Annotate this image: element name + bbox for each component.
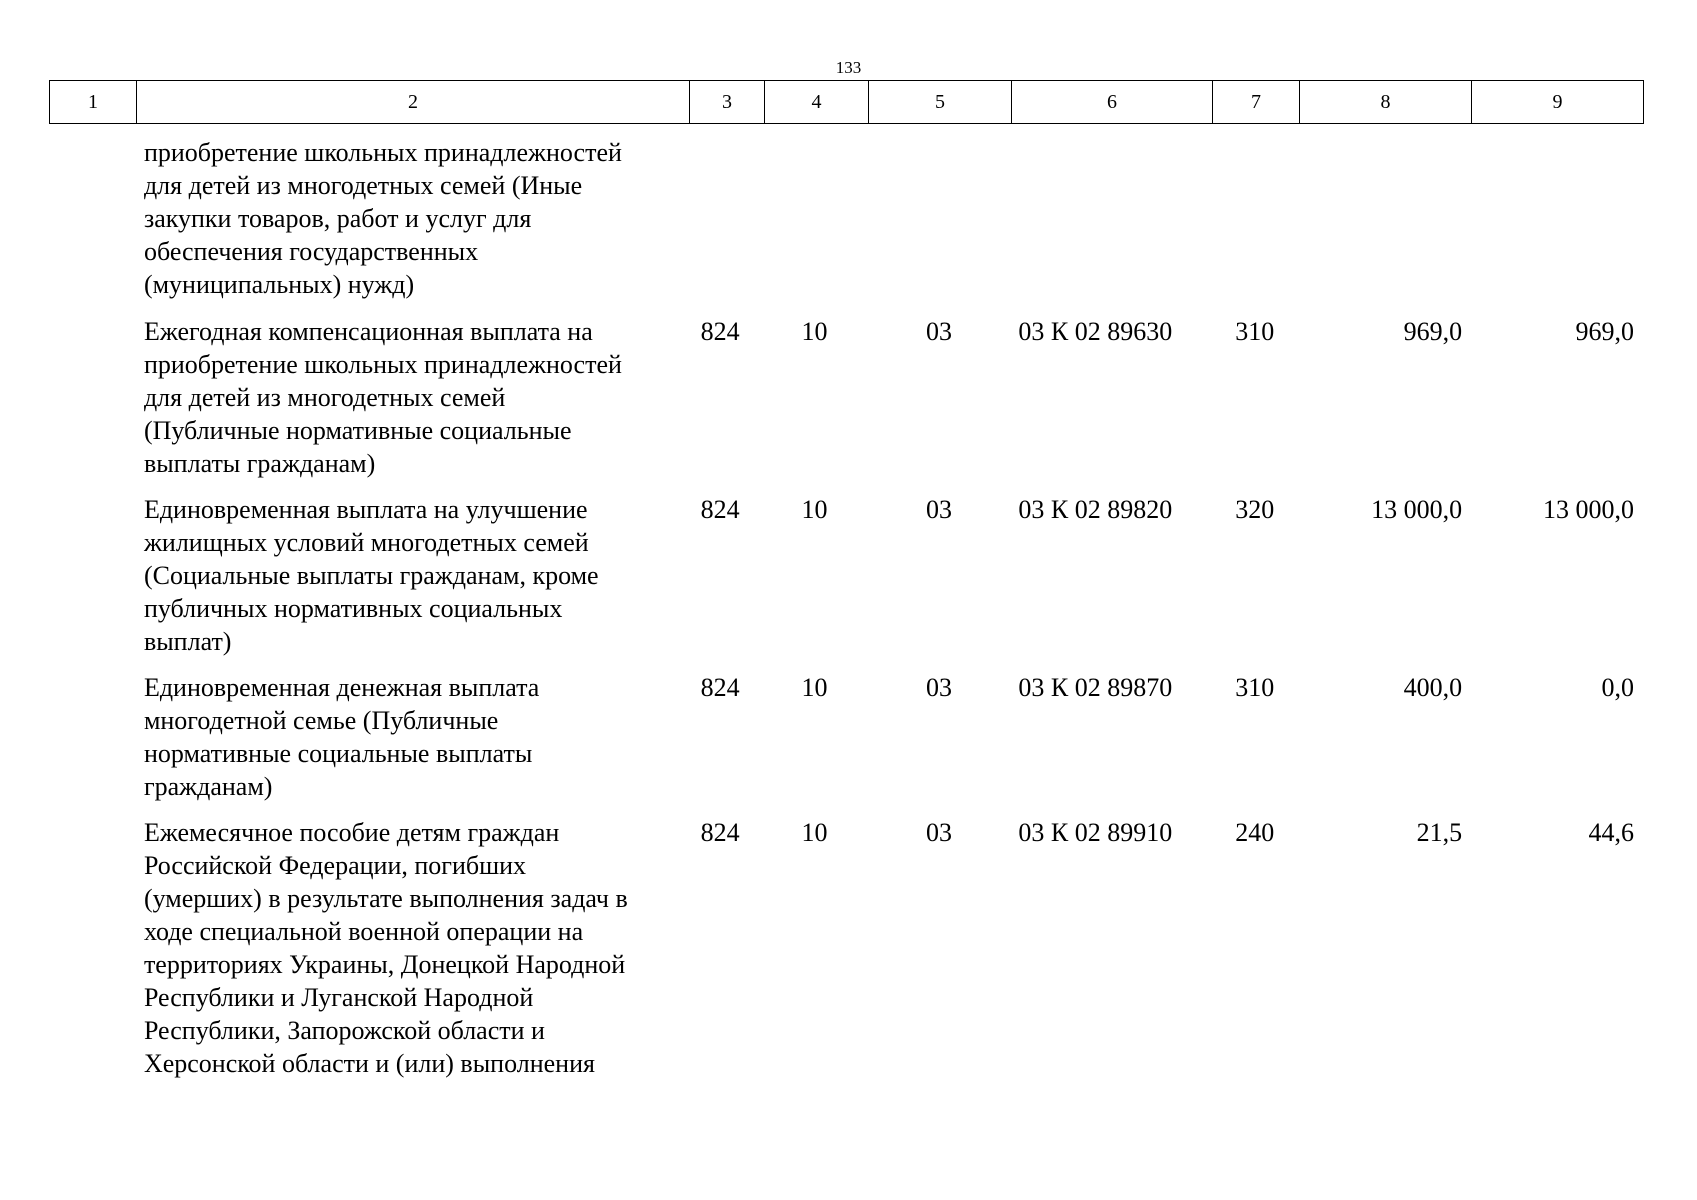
cell-col-6: 03 К 02 89630: [1018, 317, 1173, 346]
cell-col-9: [1470, 136, 1642, 301]
cell-col-4: [764, 136, 868, 301]
cell-col-3: 824: [700, 818, 740, 847]
description-line: выплаты гражданам): [143, 449, 376, 478]
cell-col-3: [689, 136, 764, 301]
header-col-2: 2: [137, 81, 690, 124]
cell-col-7: 320: [1235, 495, 1275, 524]
description-line: территориях Украины, Донецкой Народной: [143, 950, 626, 979]
description-line: многодетной семье (Публичные: [143, 706, 499, 735]
cell-col-9: 969,0: [1575, 317, 1634, 346]
description-line: для детей из многодетных семей: [143, 383, 506, 412]
description-line: публичных нормативных социальных: [143, 594, 563, 623]
column-header-table: [49, 80, 1644, 124]
cell-col-6: [1010, 136, 1211, 301]
table-row: [49, 315, 1642, 480]
description-line: Херсонской области и (или) выполнения: [143, 1049, 595, 1078]
cell-col-8: 969,0: [1403, 317, 1463, 346]
cell-col-4: 10: [801, 317, 828, 346]
cell-col-3: 824: [700, 317, 740, 346]
description-line: приобретение школьных принадлежностей: [143, 350, 622, 379]
description-line: приобретение школьных принадлежностей: [143, 138, 622, 167]
cell-col-7: 310: [1235, 673, 1275, 702]
description-line: (муниципальных) нужд): [143, 270, 415, 299]
cell-col-6: 03 К 02 89820: [1018, 495, 1173, 524]
description-line: Единовременная выплата на улучшение: [143, 495, 588, 524]
header-col-7: 7: [1213, 81, 1300, 124]
description-line: Единовременная денежная выплата: [143, 673, 540, 702]
header-col-1: 1: [50, 81, 137, 124]
description-line: для детей из многодетных семей (Иные: [143, 171, 583, 200]
cell-col-8: 13 000,0: [1371, 495, 1463, 524]
header-col-9: 9: [1472, 81, 1644, 124]
description-line: Республики и Луганской Народной: [143, 983, 534, 1012]
cell-col-8: 400,0: [1403, 673, 1463, 702]
cell-description: [49, 671, 689, 803]
cell-col-3: 824: [700, 495, 740, 524]
header-col-3: 3: [690, 81, 765, 124]
cell-col-8: 21,5: [1416, 818, 1463, 847]
cell-col-4: 10: [801, 818, 828, 847]
description-line: (Социальные выплаты гражданам, кроме: [143, 561, 599, 590]
cell-col-5: 03: [925, 317, 952, 346]
cell-description: [49, 136, 689, 301]
cell-col-4: 10: [801, 673, 828, 702]
cell-col-6: 03 К 02 89870: [1018, 673, 1173, 702]
table-row: [49, 136, 1642, 301]
cell-description: [49, 315, 689, 480]
description-line: Ежемесячное пособие детям граждан: [143, 818, 560, 847]
cell-col-4: 10: [801, 495, 828, 524]
description-line: обеспечения государственных: [143, 237, 479, 266]
cell-col-5: 03: [925, 818, 952, 847]
description-line: выплат): [143, 627, 232, 656]
header-col-5: 5: [869, 81, 1012, 124]
table-row: [49, 816, 1642, 1080]
cell-col-5: 03: [925, 673, 952, 702]
description-line: (Публичные нормативные социальные: [143, 416, 572, 445]
cell-col-8: [1298, 136, 1470, 301]
header-col-4: 4: [765, 81, 869, 124]
table-row: [49, 493, 1642, 658]
description-line: ходе специальной военной операции на: [143, 917, 584, 946]
cell-col-7: 310: [1235, 317, 1275, 346]
description-line: (умерших) в результате выполнения задач в: [143, 884, 628, 913]
header-col-8: 8: [1300, 81, 1472, 124]
table-body: [49, 136, 1642, 1080]
cell-col-5: [867, 136, 1010, 301]
cell-col-9: 0,0: [1601, 673, 1634, 702]
description-line: Российской Федерации, погибших: [143, 851, 527, 880]
cell-description: [49, 493, 689, 658]
description-line: Ежегодная компенсационная выплата на: [143, 317, 593, 346]
table-row: [49, 671, 1642, 803]
description-line: жилищных условий многодетных семей: [143, 528, 589, 557]
page-number: 133: [835, 58, 862, 77]
description-line: Республики, Запорожской области и: [143, 1016, 545, 1045]
cell-description: [49, 816, 689, 1080]
cell-col-5: 03: [925, 495, 952, 524]
cell-col-3: 824: [700, 673, 740, 702]
cell-col-9: 44,6: [1588, 818, 1634, 847]
cell-col-7: [1211, 136, 1298, 301]
header-col-6: 6: [1012, 81, 1213, 124]
cell-col-7: 240: [1235, 818, 1275, 847]
cell-col-6: 03 К 02 89910: [1018, 818, 1173, 847]
cell-col-9: 13 000,0: [1542, 495, 1634, 524]
description-line: нормативные социальные выплаты: [143, 739, 533, 768]
description-line: гражданам): [143, 772, 273, 801]
description-line: закупки товаров, работ и услуг для: [143, 204, 532, 233]
